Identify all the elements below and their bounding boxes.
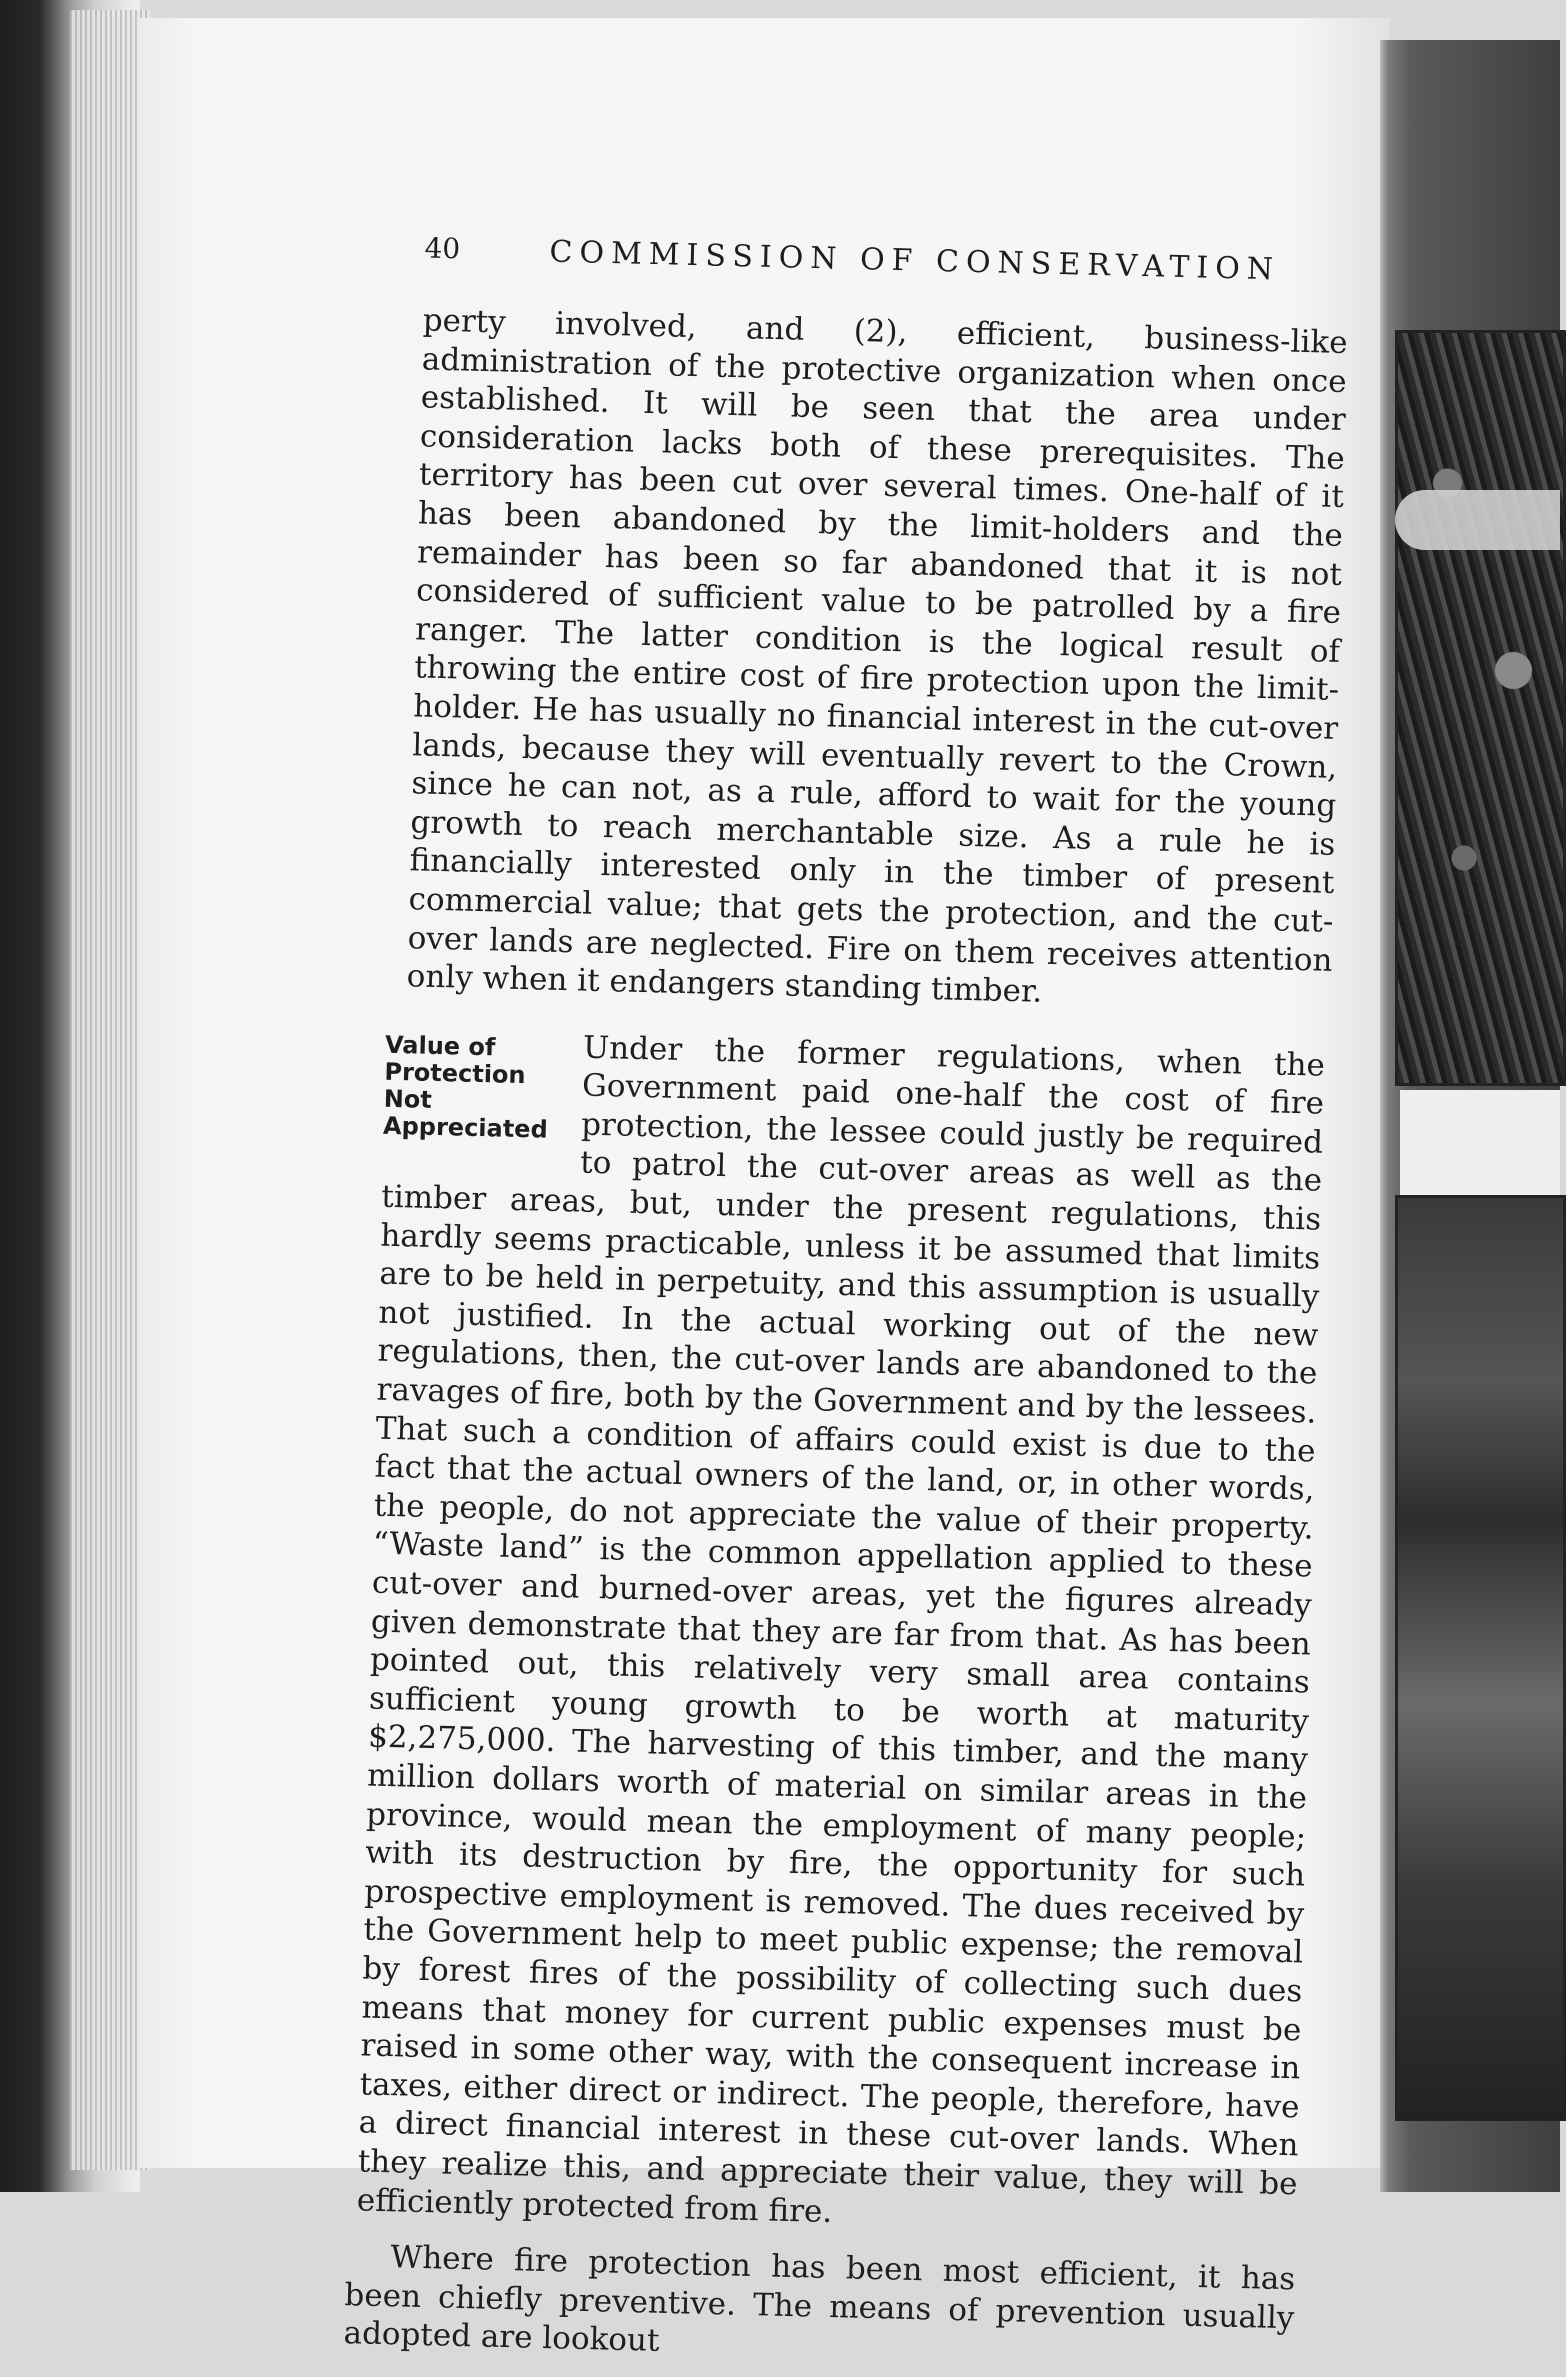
paragraph-3: Where fire protection has been most efficient, it has been chiefly preventive. The means of prevention usually adopted are lookout [343,2239,1296,2360]
section-value-of-protection [356,1023,1325,2242]
side-heading-line-3: Appreciated [382,1111,549,1144]
side-heading-line-1: Value of [384,1030,496,1062]
side-heading [383,1031,566,1143]
running-head-title: COMMISSION OF CONSERVATION [549,234,1281,288]
page-text-block [313,230,1365,2377]
side-heading-line-2: Protection Not [383,1057,526,1114]
paragraph-1: perty involved, and (2), efficient, business-like administration of the protective organization when once established. It will be seen that the area under consideration lacks both of these prerequisites. The territory has been cut over several times. One-half of it has been abandoned by the limit-holders and the remainder has been so far abandoned that it is not considered of sufficient value to be patrolled by a fire ranger. The latter condition is the logical result of throwing the entire cost of fire protection upon the limit-holder. He has usually no financial interest in the cut-over lands, because they will eventually revert to the Crown, since he can not, as a rule, afford to wait for the young growth to reach merchantable size. As a rule he is financially interested only in the timber of present commercial value; that gets the protection, and the cut-over lands are neglected. Fire on them receives attention only when it endangers standing timber. [406,302,1348,1010]
facing-page-photo-top [1395,330,1566,1086]
facing-page-gap [1400,1090,1560,1200]
facing-page-photo-bottom [1395,1195,1566,2121]
page-stack-edges [70,10,150,2170]
page-number: 40 [424,231,461,266]
paragraph-2: Under the former regulations, when the Government paid one-half the cost of fire protection, the lessee could justly be required to patrol the cut-over areas as well as the timber areas, but, under the present regulations, this hardly seems practicable, unless it be assumed that limits are to be held in perpetuity, and this assumption is usually not justified. In the actual working out of the new regulations, then, the cut-over lands are abandoned to the ravages of fire, both by the Government and by the lessees. That such a condition of affairs could exist is due to the fact that the actual owners of the land, or, in other words, the people, do not appreciate the value of their property. “Waste land” is the common appellation applied to these cut-over and burned-over areas, yet the figures already given demonstrate that they are far from that. As has been pointed out, this relatively very small area contains sufficient young growth to be worth at maturity $2,275,000. The harvesting of this timber, and the many million dollars worth of material on similar areas in the province, would mean the employment of many people; with its destruction by fire, the opportunity for such prospective employment is removed. The dues received by the Government help to meet public expense; the removal by forest fires of the possibility of collecting such dues means that money for current public expenses must be raised in some other way, with the consequent increase in taxes, either direct or indirect. The people, therefore, have a direct financial interest in these cut-over lands. When they realize this, and appreciate their value, they will be efficiently protected from fire. [356,1029,1326,2230]
photo-highlight [1395,490,1560,550]
